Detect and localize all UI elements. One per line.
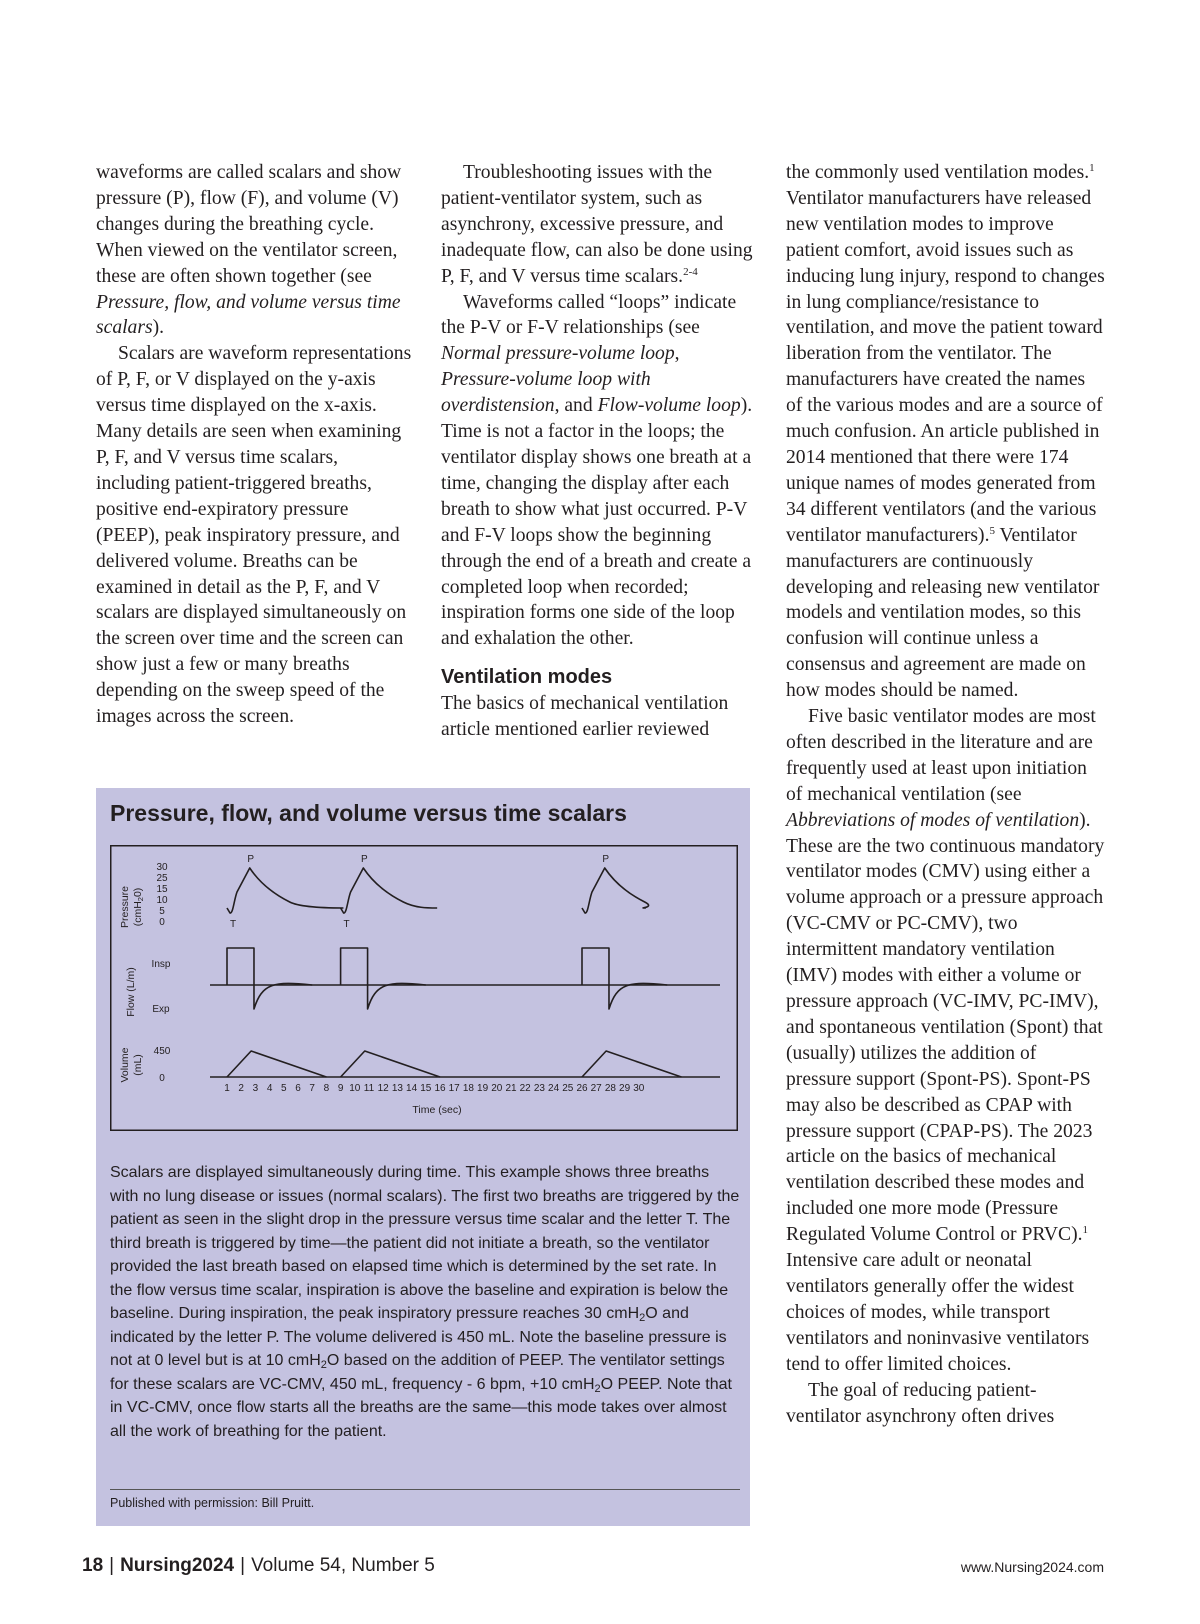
figure-sidebar [96, 788, 750, 1526]
trigger-label: T [229, 919, 237, 930]
time-tick-label: 24 [548, 1083, 560, 1094]
time-tick-label: 17 [448, 1083, 460, 1094]
figure-divider [110, 1489, 740, 1490]
citation-superscript: 2-4 [683, 265, 698, 278]
time-tick-label: 23 [533, 1083, 545, 1094]
time-tick-label: 28 [604, 1083, 616, 1094]
time-tick-label: 11 [363, 1083, 375, 1094]
time-tick-label: 21 [505, 1083, 517, 1094]
flow-insp-label: Insp [151, 959, 171, 970]
time-tick-label: 22 [519, 1083, 531, 1094]
figure-caption: Scalars are displayed simultaneously during time. This example shows three breaths with no lung disease or issues (normal scalars). The first two breaths are triggered by the patient as seen in the slight drop in the pressure versus time scalar and the letter T. The third breath is triggered by time—the patient did not initiate a breath, so the ventilator provided the last breath based on elapsed time which is determined by the set rate. In the flow versus time scalar, inspiration is above the baseline and expiration is below the baseline. During inspiration, the peak inspiratory pressure reaches 30 cmH$_2$O and indicated by the letter P. The volume delivered is 450 mL. Note the baseline pressure is not at 0 level but is at 10 cmH$_2$O based on the addition of PEEP. The ventilator settings for these scalars are VC-CMV, 450 mL, frequency - 6 bpm, +10 cmH$_2$O PEEP. Note that in VC-CMV, once flow starts all the breaths are the same—this mode takes over almost all the work of breathing for the patient. [110, 1164, 740, 1440]
col3-paragraph-3: The goal of reducing patient-ventilator asynchrony often drives [786, 1379, 1055, 1427]
volume-tick-label: 450 [153, 1046, 171, 1057]
figure-reference-normal-pv-loop[interactable]: Normal pressure-volume loop [441, 343, 675, 365]
pressure-tick-label: 30 [156, 862, 168, 873]
col3-paragraph-2: Five basic ventilator modes are most often described in the literature and are frequently used at least upon initiation of mechanical ventilation (see Abbreviations of modes of ventilation). These are the two continuous mandatory ventilator modes (CMV) using either a volume approach or a pressure approach (VC-CMV or PC-CMV), two intermittent mandatory ventilation (IMV) modes with either a volume or pressure approach (VC-IMV, PC-IMV), and spontaneous ventilation (Spont) that (usually) utilizes the addition of pressure support (Spont-PS). Spont-PS may also be described as CPAP with pressure support (CPAP-PS). The 2023 article on the basics of mechanical ventilation described these modes and included one more mode (Pressure Regulated Volume Control or PRVC).$^1$ Intensive care adult or neonatal ventilators generally offer the widest choices of modes, while transport ventilators and noninvasive ventilators tend to offer limited choices. [786, 706, 1105, 1375]
time-tick-label: 29 [619, 1083, 631, 1094]
time-tick-label: 18 [462, 1083, 474, 1094]
time-tick-label: 30 [633, 1083, 645, 1094]
time-tick-label: 7 [309, 1083, 315, 1094]
time-tick-label: 14 [406, 1083, 418, 1094]
time-tick-label: 2 [238, 1083, 244, 1094]
time-tick-label: 8 [323, 1083, 330, 1094]
citation-superscript: 1 [1082, 1224, 1089, 1237]
text-column-2 [441, 160, 759, 743]
col3-paragraph-1: the commonly used ventilation modes.$^1$ Ventilator manufacturers have released new ventilation modes to improve patient comfort, avoid issues such as inducing lung injury, respond to changes in lung compliance/resistance to ventilation, and move the patient toward liberation from the ventilator. The manufacturers have created the names of the various modes and are a source of much confusion. An article published in 2014 mentioned that there were 174 unique names of modes generated from 34 different ventilators (and the various ventilator manufacturers).$^5$ Ventilator manufacturers are continuously developing and releasing new ventilator models and ventilation modes, so this confusion will continue unless a consensus and agreement are made on how modes should be named. [786, 162, 1105, 702]
peak-label: P [602, 854, 610, 865]
text-column-1 [96, 160, 414, 730]
journal-url[interactable]: www.Nursing2024.com [960, 1559, 1104, 1575]
time-tick-label: 26 [576, 1083, 588, 1094]
figure-credit: Published with permission: Bill Pruitt. [110, 1496, 315, 1510]
journal-name: Nursing2024 [120, 1555, 235, 1576]
pressure-tick-label: 15 [156, 884, 168, 895]
page-footer-left [82, 1555, 435, 1577]
issue-info: Volume 54, Number 5 [251, 1555, 435, 1576]
time-tick-label: 5 [281, 1083, 287, 1094]
pressure-tick-label: 10 [156, 895, 168, 906]
time-axis-label: Time (sec) [412, 1104, 462, 1116]
time-tick-label: 1 [224, 1083, 230, 1094]
volume-tick-label: 0 [159, 1073, 165, 1084]
col2-paragraph-3: The basics of mechanical ventilation article mentioned earlier reviewed [441, 693, 729, 741]
time-tick-label: 13 [391, 1083, 403, 1094]
flow-exp-label: Exp [152, 1004, 170, 1015]
figure-reference-scalars[interactable]: Pressure, flow, and volume versus time scalars [96, 291, 401, 339]
time-tick-label: 12 [377, 1083, 389, 1094]
volume-axis-label-line2: (mL) [132, 1054, 144, 1076]
time-tick-label: 9 [337, 1083, 344, 1094]
text-column-3 [786, 160, 1106, 1429]
peak-label: P [360, 854, 368, 865]
time-tick-label: 15 [420, 1083, 432, 1094]
col2-paragraph-2: Waveforms called “loops” indicate the P-V or F-V relationships (see Normal pressure-volume loop, Pressure-volume loop with overdistension, and Flow-volume loop). Time is not a factor in the loops; the ventilator display shows one breath at a time, changing the display after each breath to show what just occurred. P-V and F-V loops show the beginning through the end of a breath and create a completed loop when recorded; inspiration forms one side of the loop and exhalation the other. [441, 291, 753, 650]
page-number: 18 [82, 1555, 104, 1576]
col2-paragraph-1: Troubleshooting issues with the patient-ventilator system, such as asynchrony, excessive pressure, and inadequate flow, can also be done using P, F, and V versus time scalars.$^{2-4}$ [441, 162, 753, 287]
time-tick-label: 10 [349, 1083, 361, 1094]
figure-reference-flow-volume-loop[interactable]: Flow-volume loop [597, 395, 741, 417]
citation-superscript: 1 [1089, 162, 1095, 174]
pressure-axis-label-line1: Pressure [119, 885, 131, 929]
time-tick-label: 4 [266, 1083, 273, 1094]
volume-axis-label-line1: Volume [119, 1047, 131, 1083]
time-tick-label: 6 [295, 1083, 301, 1094]
pressure-tick-label: 0 [159, 917, 165, 928]
trigger-label: T [343, 919, 350, 930]
section-heading-ventilation-modes: Ventilation modes [441, 666, 613, 689]
time-tick-label: 16 [434, 1083, 446, 1094]
peak-label: P [247, 854, 255, 865]
footer-separator: | [109, 1555, 115, 1576]
footer-separator: | [240, 1555, 246, 1576]
scalars-chart [110, 845, 738, 1139]
pressure-tick-label: 25 [156, 873, 168, 884]
time-tick-label: 3 [252, 1083, 259, 1094]
col1-paragraph-2: Scalars are waveform representations of P, F, or V displayed on the y-axis versus time displayed on the x-axis. Many details are seen when examining P, F, and V versus time scalars, including patient-triggered breaths, positive end-expiratory pressure (PEEP), peak inspiratory pressure, and delivered volume. Breaths can be examined in detail as the P, F, and V scalars are displayed simultaneously on the screen over time and the screen can show just a few or many breaths depending on the sweep speed of the images across the screen. [96, 343, 412, 728]
time-tick-label: 20 [491, 1083, 503, 1094]
time-tick-label: 25 [562, 1083, 574, 1094]
figure-reference-pv-overdistension[interactable]: Pressure-volume loop with overdistension [441, 369, 651, 417]
pressure-axis-label-line2: (cmH20) [132, 887, 145, 927]
scalars-chart-svg [110, 845, 738, 1139]
citation-superscript: 5 [989, 524, 995, 537]
figure-title: Pressure, flow, and volume versus time scalars [110, 800, 627, 826]
col1-paragraph-1: waveforms are called scalars and show pressure (P), flow (F), and volume (V) changes during the breathing cycle. When viewed on the ventilator screen, these are often shown together (see Pressure, flow, and volume versus time scalars). [96, 162, 402, 339]
pressure-tick-label: 5 [159, 906, 165, 917]
time-tick-label: 27 [590, 1083, 602, 1094]
flow-axis-label: Flow (L/m) [125, 967, 137, 1017]
time-tick-label: 19 [477, 1083, 489, 1094]
table-reference-abbreviations[interactable]: Abbreviations of modes of ventilation [786, 809, 1080, 831]
